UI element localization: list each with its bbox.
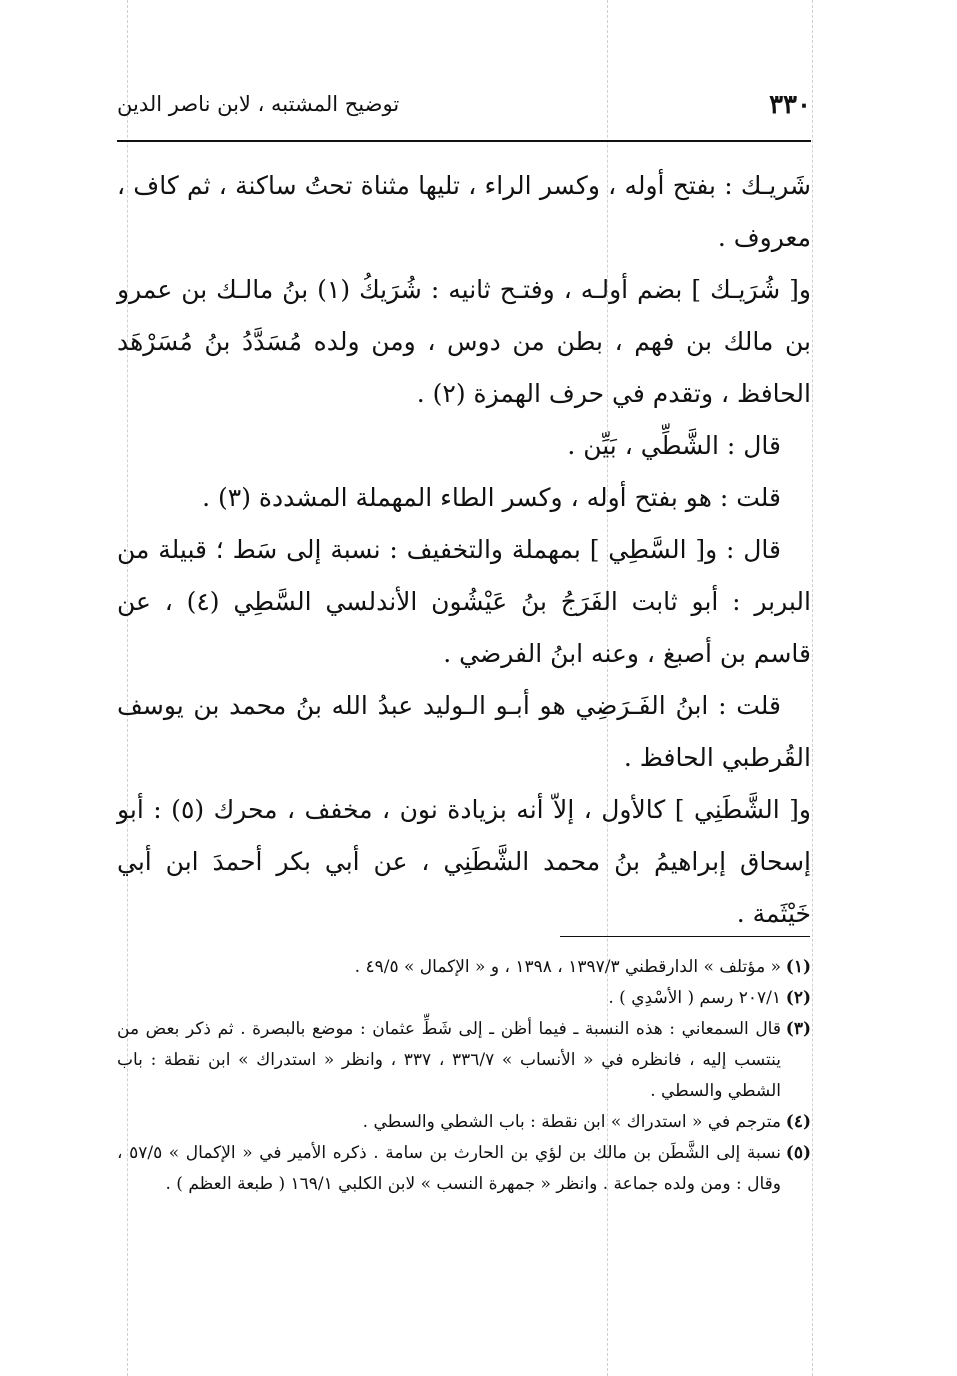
main-text <box>117 160 811 940</box>
footnotes <box>117 952 811 1200</box>
footnote <box>117 952 811 983</box>
footnote-text: قال السمعاني : هذه النسبة ـ فيما أظن ـ إلى شَطِّ عثمان : موضع بالبصرة . ثم ذكر بعض من ينتسب إليه ، فانظره في « الأنساب » ٣٣٦/٧ ، ٣٣٧ ، وانظر « استدراك » ابن نقطة : باب الشطي والسطي . <box>117 1019 781 1101</box>
footnote <box>117 1107 811 1138</box>
running-title: توضيح المشتبه ، لابن ناصر الدين <box>117 92 400 116</box>
paragraph: قال : و[ السَّطِي ] بمهملة والتخفيف : نسبة إلى سَط ؛ قبيلة من البربر : أبو ثابت الفَرَجُ بنُ عَيْشُون الأندلسي السَّطِي (٤) ، عن قاسم بن أصبغ ، وعنه ابنُ الفرضي . <box>117 535 811 668</box>
footnote <box>117 1138 811 1200</box>
footnote-text: « مؤتلف » الدارقطني ١٣٩٧/٣ ، ١٣٩٨ ، و « الإكمال » ٤٩/٥ . <box>354 957 781 977</box>
paragraph: قلت : ابنُ الفَـرَضِي هو أبـو الـوليد عبدُ الله بنُ محمد بن يوسف القُرطبي الحافظ . <box>117 691 811 772</box>
footnote-text: نسبة إلى الشَّطَن بن مالك بن لؤي بن الحارث بن سامة . ذكره الأمير في « الإكمال » ٥٧/٥ ، وقال : ومن ولده جماعة . وانظر « جمهرة النسب » لابن الكلبي ١٦٩/١ ( طبعة العظم ) . <box>117 1143 781 1194</box>
paragraph: قال : الشَّطِّي ، بَيِّن . <box>567 431 781 460</box>
footnote-number: (٣) <box>785 1019 811 1039</box>
footnote-text: ٢٠٧/١ رسم ( الأسْدِي ) . <box>608 988 781 1008</box>
paragraph: قلت : هو بفتح أوله ، وكسر الطاء المهملة المشددة (٣) . <box>202 483 781 512</box>
footnote-number: (١) <box>785 957 811 977</box>
paragraph: و[ الشَّطَنِي ] كالأول ، إلاّ أنه بزيادة نون ، مخفف ، محرك (٥) : أبو إسحاق إبراهيمُ بنُ محمد الشَّطَنِي ، عن أبي بكر أحمدَ ابن أبي خَيْثَمة . <box>117 795 812 928</box>
page-number: ٣٣٠ <box>769 90 811 120</box>
header-divider <box>117 140 811 142</box>
paragraph: شَريـك : بفتح أوله ، وكسر الراء ، تليها مثناة تحتُ ساكنة ، ثم كاف ، معروف . <box>117 171 811 252</box>
footnote <box>117 1014 811 1107</box>
footnote-number: (٥) <box>785 1143 811 1163</box>
page-header <box>117 90 811 130</box>
footnote <box>117 983 811 1014</box>
footnote-number: (٢) <box>785 988 811 1008</box>
footnote-divider <box>560 936 810 937</box>
guide-line <box>812 0 813 1376</box>
footnote-text: مترجم في « استدراك » ابن نقطة : باب الشطي والسطي . <box>362 1112 781 1132</box>
footnote-number: (٤) <box>785 1112 811 1132</box>
paragraph: و[ شُرَيـك ] بضم أولـه ، وفتـح ثانيه : شُرَيكُ (١) بنُ مالـك بن عمرو بن مالك بن فهم ، بطن من دوس ، ومن ولده مُسَدَّدُ بنُ مُسَرْهَد الحافظ ، وتقدم في حرف الهمزة (٢) . <box>117 275 811 408</box>
